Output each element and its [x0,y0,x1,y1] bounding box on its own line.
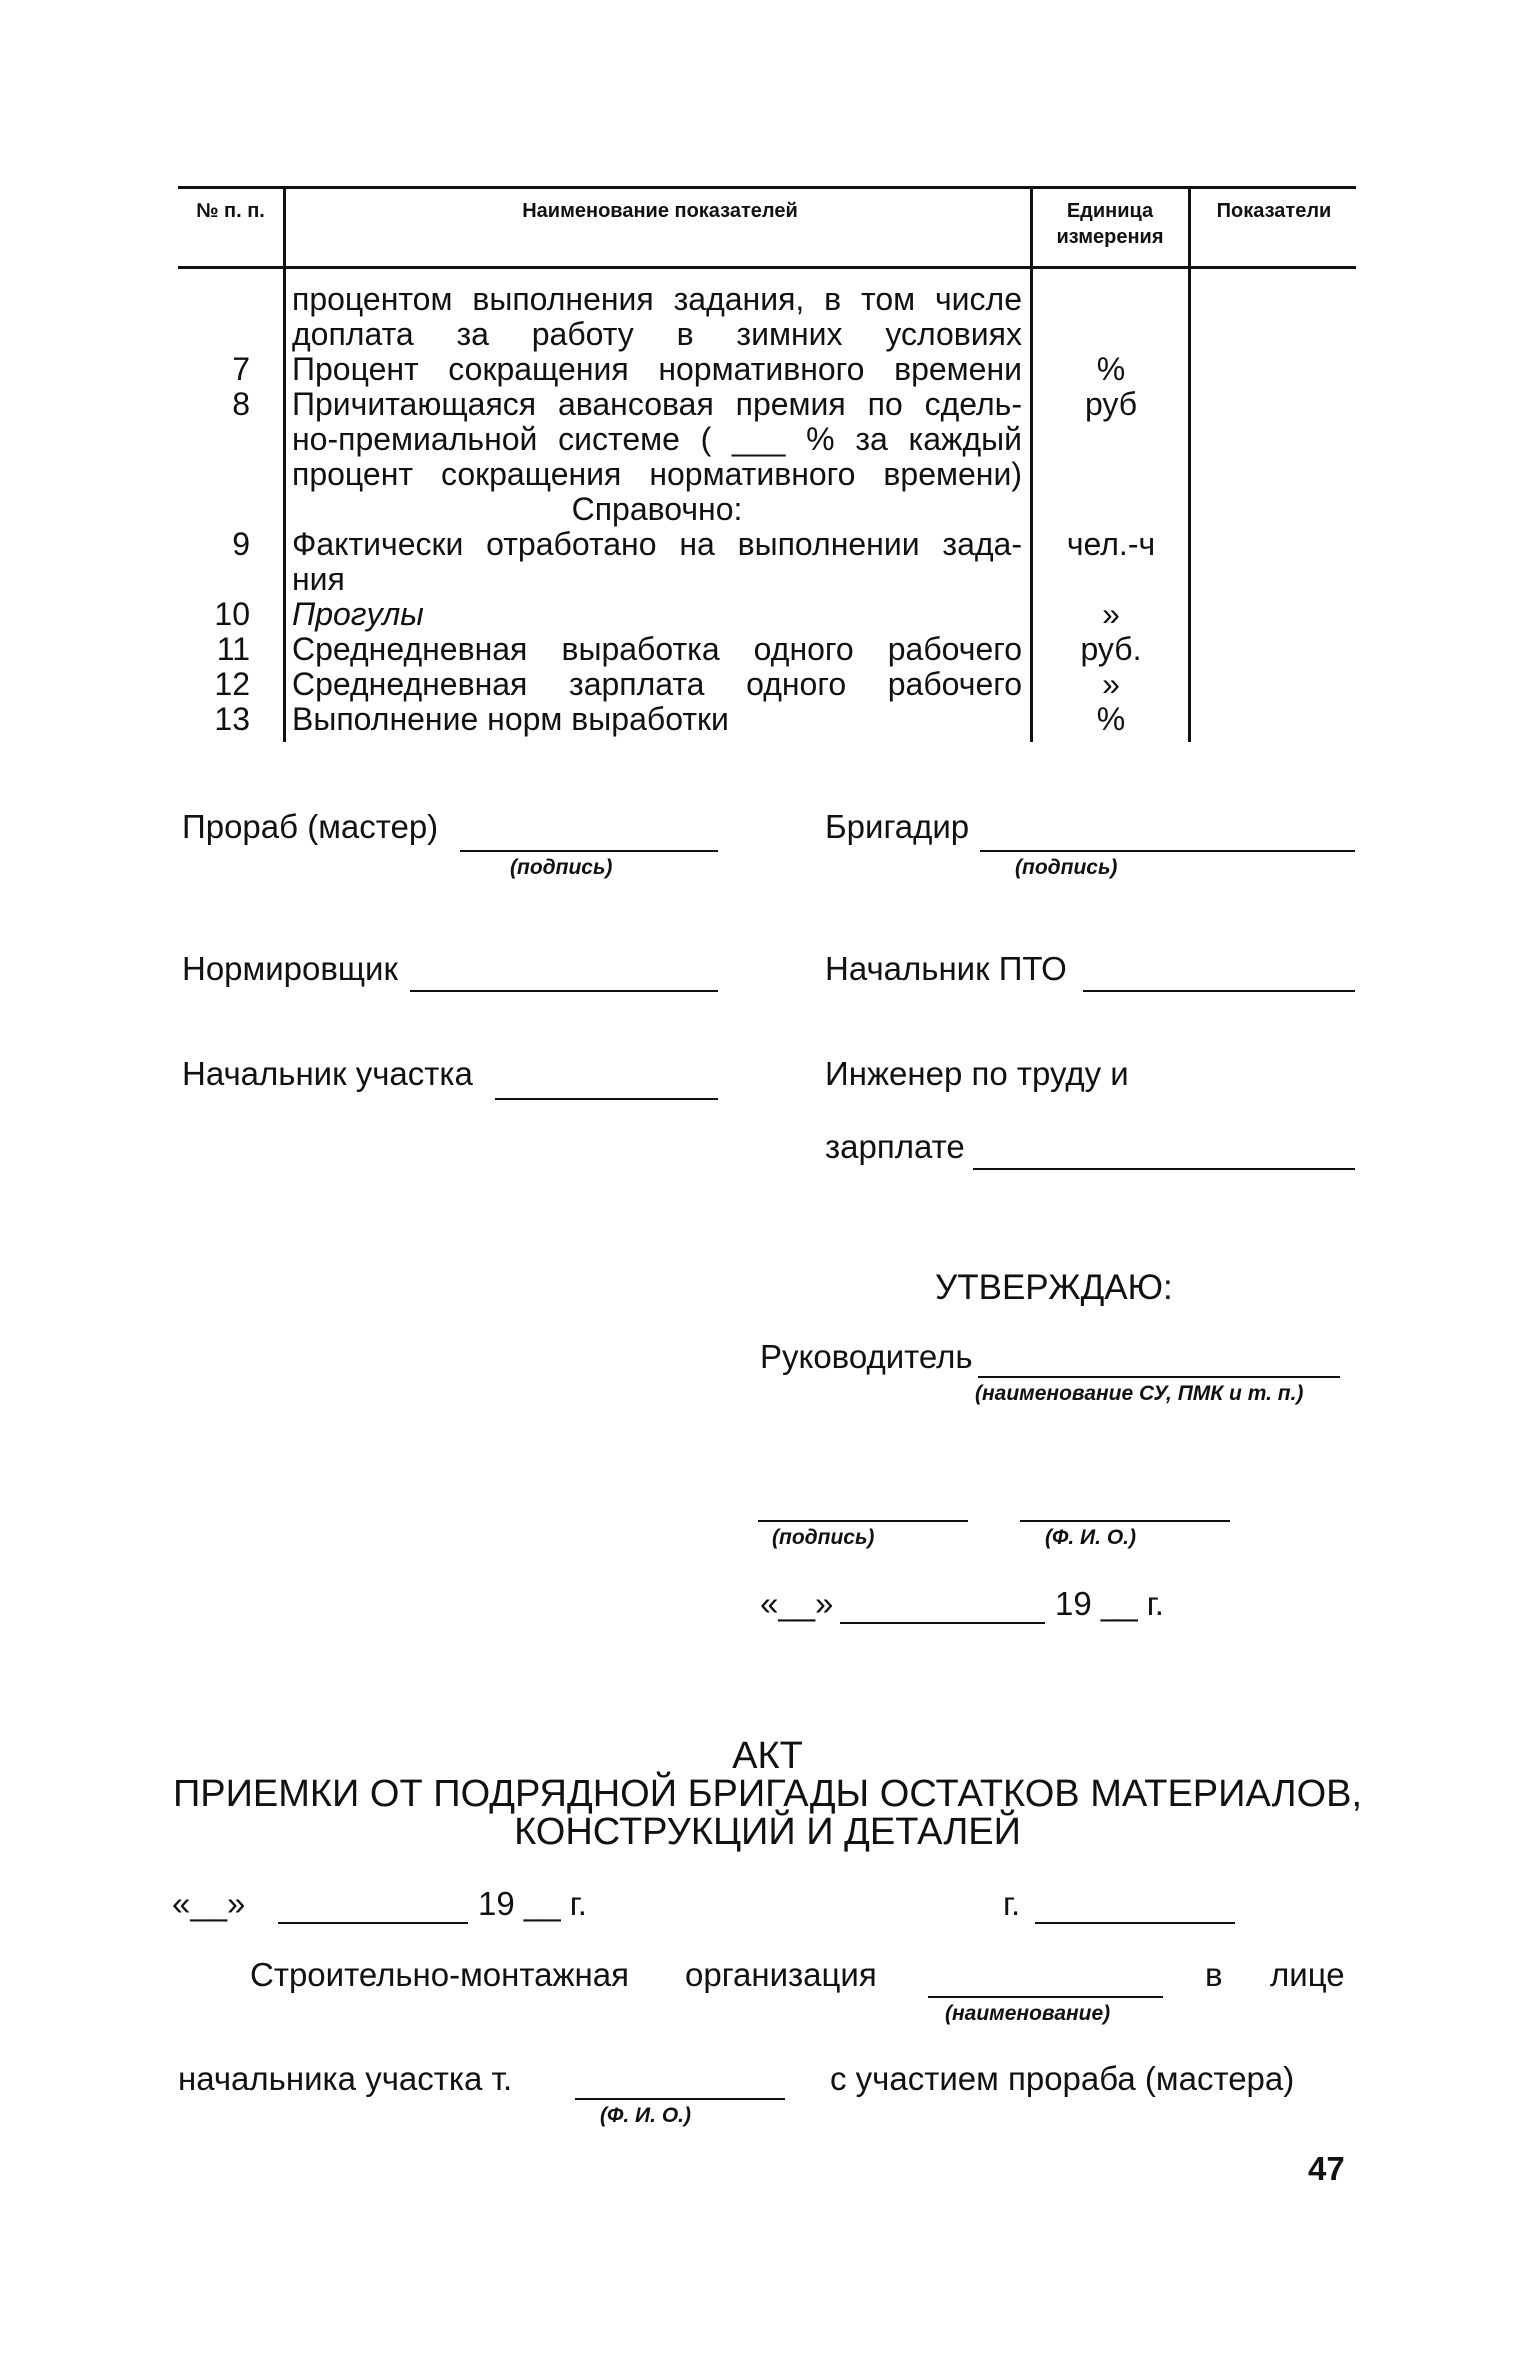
section-head-fio-note: (Ф. И. О.) [600,2104,691,2127]
brigadier-sign-line[interactable] [980,850,1355,852]
row-num: 12 [214,666,250,702]
page-number: 47 [1308,2150,1345,2187]
sign-note: (подпись) [772,1526,875,1549]
table-row: Среднедневная зарплата одного рабочего [292,666,1022,702]
row-num: 8 [232,386,250,422]
normer-sign-line[interactable] [410,990,718,992]
act-date-month-line[interactable] [278,1922,468,1924]
table-row: Среднедневная выработка одного рабочего [292,631,1022,667]
date-month-line[interactable] [840,1622,1045,1624]
row-unit: руб [1084,386,1138,422]
header-unit: Единица измерения [1056,200,1164,248]
header-num: № п. п. [196,200,265,222]
table-col-divider [1030,186,1033,742]
brigadier-note: (подпись) [1015,856,1118,879]
table-row: ния [292,561,345,597]
org-word-3: в [1205,1956,1223,1993]
act-title: АКТ [732,1735,803,1777]
org-word-1: Строительно-монтажная [250,1956,629,1993]
approval-sign-line[interactable] [758,1520,968,1522]
table-header-border [178,266,1356,269]
org-note: (наименование) [945,2002,1111,2025]
act-city-label: г. [1003,1885,1021,1922]
table-row: Причитающаяся авансовая премия по сдель- [292,386,1022,422]
pto-head-sign-line[interactable] [1083,990,1355,992]
head-name-line[interactable] [978,1376,1340,1378]
approve-heading: УТВЕРЖДАЮ: [935,1268,1173,1307]
section-head-sign-line[interactable] [495,1098,718,1100]
table-row: доплата за работу в зимних условиях [292,316,1022,352]
table-row: процент сокращения нормативного времени) [292,456,1022,492]
head-label: Руководитель [760,1338,973,1375]
table-row: Выполнение норм выработки [292,701,729,737]
row-unit: чел.-ч [1066,526,1156,562]
brigadier-label: Бригадир [825,808,970,845]
row-num: 11 [216,631,250,667]
org-word-2: организация [685,1956,877,1993]
act-date-year: 19 __ г. [478,1885,587,1922]
row-num: 7 [232,351,250,387]
table-row: Фактически отработано на выполнении зада- [292,526,1022,562]
row-num: 10 [214,596,250,632]
row-num: 13 [214,701,250,737]
foreman-label: Прораб (мастер) [182,808,439,845]
row-unit: » [1102,666,1120,702]
foreman-note: (подпись) [510,856,613,879]
date-year: 19 __ г. [1055,1585,1164,1622]
section-head-label: Начальник участка [182,1055,473,1092]
engineer-label: Инженер по труду и [825,1055,1129,1092]
section-head-fio-line[interactable] [575,2098,785,2100]
act-city-line[interactable] [1035,1922,1235,1924]
foreman-participation-text: с участием прораба (мастера) [830,2060,1295,2097]
table-row: Прогулы [292,596,424,632]
table-col-divider [283,186,286,742]
row-unit: % [1096,351,1126,387]
row-unit: % [1096,701,1126,737]
normer-label: Нормировщик [182,950,398,987]
header-value: Показатели [1216,200,1332,222]
pto-head-label: Начальник ПТО [825,950,1067,987]
org-name-line[interactable] [928,1996,1163,1998]
date-day: «__» [760,1585,834,1622]
engineer-label-2: зарплате [825,1128,965,1165]
act-title-2: ПРИЕМКИ ОТ ПОДРЯДНОЙ БРИГАДЫ ОСТАТКОВ МАТЕРИАЛОВ, [172,1773,1363,1815]
org-word-4: лице [1270,1956,1345,1993]
header-name: Наименование показателей [522,200,798,222]
table-row: процентом выполнения задания, в том числе [292,281,1022,317]
section-head-text: начальника участка т. [178,2060,513,2097]
approval-fio-line[interactable] [1020,1520,1230,1522]
table-row: Процент сокращения нормативного времени [292,351,1022,387]
row-num: 9 [232,526,250,562]
table-subheading: Справочно: [571,491,743,527]
engineer-sign-line[interactable] [973,1168,1355,1170]
table-row: но-премиальной системе ( ___ % за каждый [292,421,1022,457]
fio-note: (Ф. И. О.) [1045,1526,1136,1549]
act-title-3: КОНСТРУКЦИЙ И ДЕТАЛЕЙ [514,1811,1021,1853]
table-top-border [178,186,1356,189]
row-unit: руб. [1080,631,1142,667]
head-note: (наименование СУ, ПМК и т. п.) [975,1382,1304,1405]
act-date-day: «__» [172,1885,246,1922]
table-col-divider [1188,186,1191,742]
row-unit: » [1102,596,1120,632]
foreman-sign-line[interactable] [460,850,718,852]
